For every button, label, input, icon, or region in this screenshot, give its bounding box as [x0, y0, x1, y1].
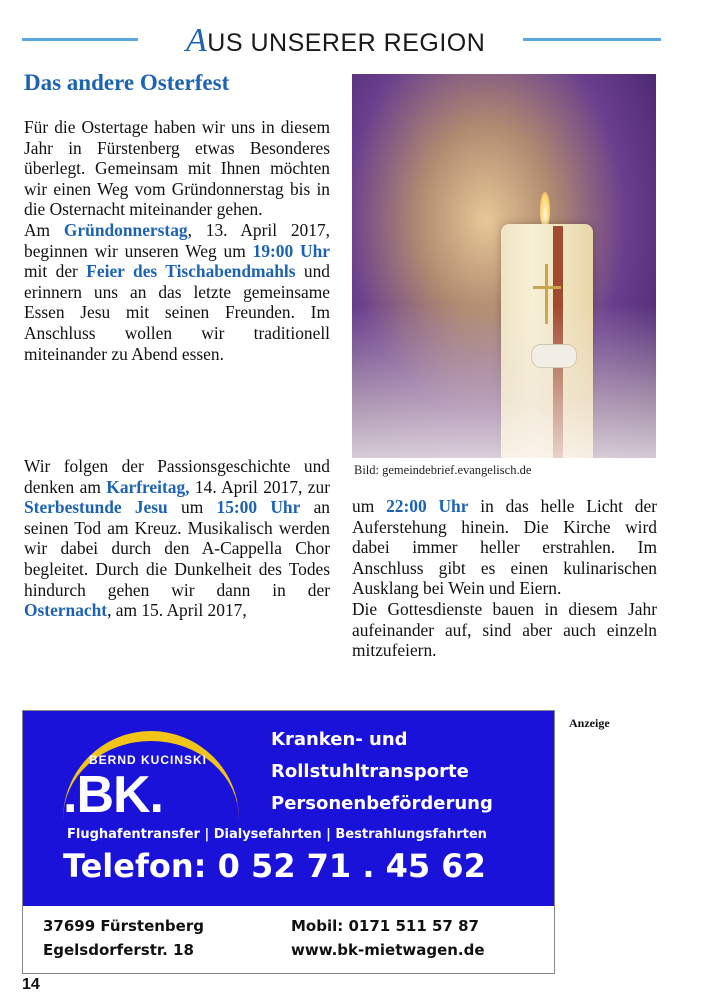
- ad-city: 37699 Fürstenberg: [43, 917, 204, 935]
- bk-logo: [53, 731, 233, 831]
- paragraph-intro: Für die Ostertage haben wir uns in diesem Jahr in Fürstenberg etwas Besonderes überlegt. Gemeinsam mit Ihnen möchten wir einen Weg vom Gründonnerstag bis in die Osternacht miteinander gehen.: [24, 117, 330, 220]
- text-run: Wir folgen der Passionsgeschichte und denken am: [24, 456, 330, 497]
- section-initial: A: [186, 22, 208, 59]
- text-run: mit der: [24, 261, 87, 282]
- article-column-2: [352, 496, 657, 661]
- highlight-time-2200: 22:00 Uhr: [386, 496, 469, 516]
- article-column-1: [24, 117, 330, 364]
- photo-lighting: [352, 74, 656, 458]
- ad-banner: [23, 711, 554, 906]
- section-heading: [186, 22, 485, 60]
- highlight-sterbestunde: Sterbestunde Jesu: [24, 497, 168, 518]
- ad-phone: Telefon: 0 52 71 . 45 62: [63, 847, 486, 885]
- ad-services-line: Flughafentransfer | Dialysefahrten | Bestrahlungsfahrten: [67, 827, 487, 842]
- logo-letters: .BK.: [63, 766, 163, 824]
- advertisement: [22, 710, 555, 974]
- highlight-tischabendmahl: Feier des Tischabendmahls: [86, 261, 296, 282]
- header-rule-right: [523, 38, 661, 41]
- text-run: um: [167, 497, 217, 518]
- ad-service-2: Rollstuhltransporte: [271, 761, 469, 782]
- highlight-time-1900: 19:00 Uhr: [252, 240, 330, 261]
- ad-website: www.bk-mietwagen.de: [291, 941, 485, 959]
- text-run: , am 15. April 2017,: [107, 600, 247, 621]
- highlight-time-1500: 15:00 Uhr: [216, 497, 301, 518]
- ad-street: Egelsdorferstr. 18: [43, 941, 194, 959]
- ad-service-3: Personenbeförderung: [271, 793, 493, 814]
- paragraph-closing: Die Gottesdienste bauen in diesem Jahr aufeinander auf, sind aber auch einzeln mitzufeiern.: [352, 598, 657, 661]
- paragraph-gruendonnerstag: [24, 220, 330, 364]
- page-number: 14: [22, 976, 40, 993]
- text-run: an seinen Tod am Kreuz. Musikalisch werden wir dabei durch den A-Cappella Chor begleitet. Durch die Dunkelheit des Todes hindurch gehen wir dann in der: [24, 497, 331, 600]
- text-run: Am: [24, 219, 64, 240]
- text-run: 14. April 2017, zur: [189, 476, 330, 497]
- photo-credit: Bild: gemeindebrief.evangelisch.de: [354, 463, 532, 477]
- text-run: in das helle Licht der Auferstehung hinein. Die Kirche wird dabei immer heller erstrahlen. Im Anschluss gibt es einen kulinarischen Ausklang bei Wein und Eiern.: [352, 496, 657, 599]
- section-rest: US UNSERER REGION: [207, 29, 486, 57]
- paragraph-karfreitag: [24, 456, 330, 621]
- highlight-gruendonnerstag: Gründonnerstag: [63, 219, 188, 240]
- ad-mobile: Mobil: 0171 511 57 87: [291, 917, 479, 935]
- highlight-karfreitag: Karfreitag,: [106, 476, 190, 497]
- text-run: , 13. April 2017, beginnen wir unseren Weg um: [24, 219, 330, 261]
- header-rule-left: [22, 38, 138, 41]
- article-column-1-lower: [24, 456, 330, 621]
- ad-service-1: Kranken- und: [271, 729, 408, 750]
- article-title: Das andere Osterfest: [24, 70, 230, 95]
- logo-name: BERND KUCINSKI: [89, 753, 208, 767]
- text-run: um: [352, 496, 387, 516]
- highlight-osternacht: Osternacht: [24, 600, 108, 621]
- ad-label: Anzeige: [569, 716, 610, 730]
- easter-candle-photo: [352, 74, 656, 458]
- text-run: und erinnern uns an das letzte gemeinsame Essen Jesu mit seinen Freunden. Im Anschluss wollen wir traditionell miteinander zu Abend essen.: [24, 261, 330, 364]
- paragraph-osternacht: [352, 496, 657, 599]
